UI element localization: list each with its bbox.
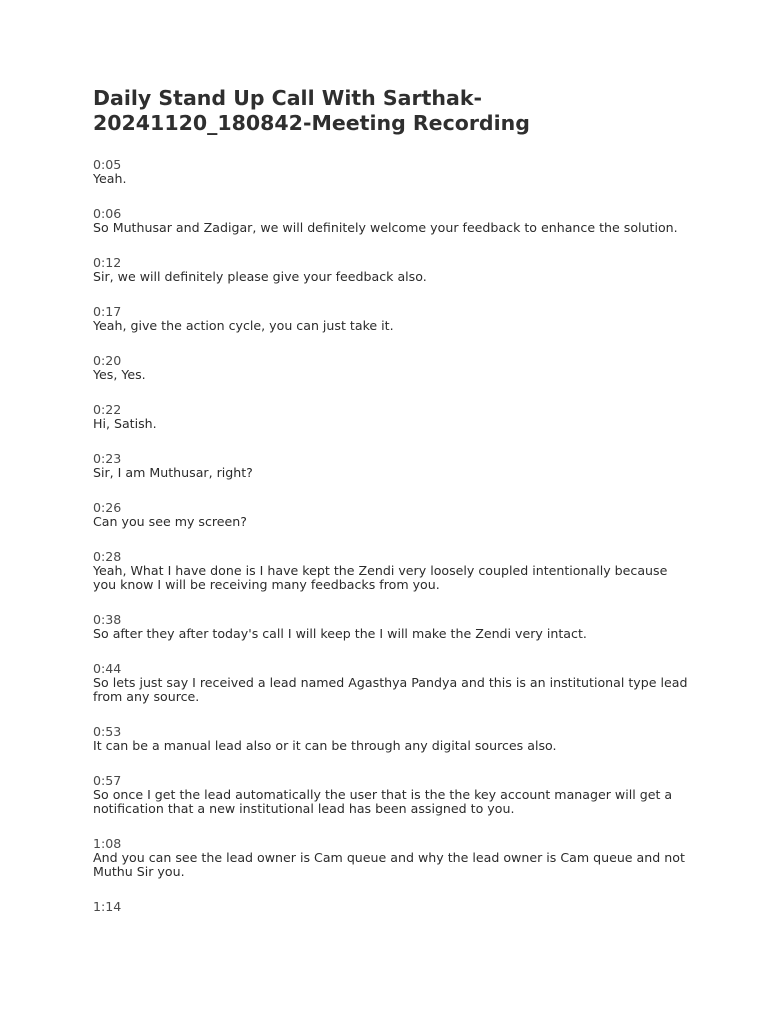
transcript-entry (93, 256, 693, 284)
transcript-entry (93, 550, 693, 592)
entry-text: Can you see my screen? (93, 514, 247, 529)
entry-text: Yeah, give the action cycle, you can just take it. (93, 318, 394, 333)
transcript-entry (93, 725, 693, 753)
entry-text: So once I get the lead automatically the user that is the the key account manager will get a notification that a new institutional lead has been assigned to you. (93, 787, 673, 816)
transcript-entry (93, 613, 693, 641)
entry-timestamp: 0:22 (93, 402, 122, 417)
entry-text: So after they after today's call I will keep the I will make the Zendi very intact. (93, 626, 587, 641)
transcript-entry (93, 158, 693, 186)
entry-timestamp: 0:23 (93, 451, 122, 466)
transcript-entry (93, 403, 693, 431)
transcript-entry (93, 452, 693, 480)
transcript-entries (93, 158, 693, 914)
entry-text: Sir, we will definitely please give your feedback also. (93, 269, 427, 284)
transcript-entry (93, 354, 693, 382)
entry-timestamp: 0:12 (93, 255, 122, 270)
entry-timestamp: 1:14 (93, 899, 122, 914)
entry-timestamp: 0:57 (93, 773, 122, 788)
entry-text: Yeah, What I have done is I have kept the Zendi very loosely coupled intentionally because you know I will be receiving many feedbacks from you. (93, 563, 668, 592)
entry-timestamp: 0:06 (93, 206, 122, 221)
entry-text: It can be a manual lead also or it can be through any digital sources also. (93, 738, 557, 753)
transcript-entry (93, 837, 693, 879)
transcript-entry (93, 305, 693, 333)
entry-timestamp: 0:28 (93, 549, 122, 564)
transcript-entry (93, 774, 693, 816)
entry-timestamp: 0:20 (93, 353, 122, 368)
entry-text: So Muthusar and Zadigar, we will definitely welcome your feedback to enhance the solution. (93, 220, 678, 235)
entry-text: Sir, I am Muthusar, right? (93, 465, 253, 480)
transcript-entry (93, 501, 693, 529)
transcript-entry (93, 662, 693, 704)
entry-text: Yes, Yes. (93, 367, 146, 382)
entry-timestamp: 0:44 (93, 661, 122, 676)
document-title: Daily Stand Up Call With Sarthak-20241120_180842-Meeting Recording (93, 86, 530, 135)
entry-text: So lets just say I received a lead named Agasthya Pandya and this is an institutional type lead from any source. (93, 675, 688, 704)
entry-text: Hi, Satish. (93, 416, 157, 431)
entry-text: And you can see the lead owner is Cam queue and why the lead owner is Cam queue and not Muthu Sir you. (93, 850, 685, 879)
entry-timestamp: 0:05 (93, 157, 122, 172)
entry-timestamp: 0:53 (93, 724, 122, 739)
entry-timestamp: 0:38 (93, 612, 122, 627)
entry-text: Yeah. (93, 171, 127, 186)
entry-timestamp: 0:17 (93, 304, 122, 319)
entry-timestamp: 1:08 (93, 836, 122, 851)
transcript-page (93, 86, 693, 935)
transcript-entry (93, 207, 693, 235)
transcript-entry (93, 900, 693, 914)
entry-timestamp: 0:26 (93, 500, 122, 515)
